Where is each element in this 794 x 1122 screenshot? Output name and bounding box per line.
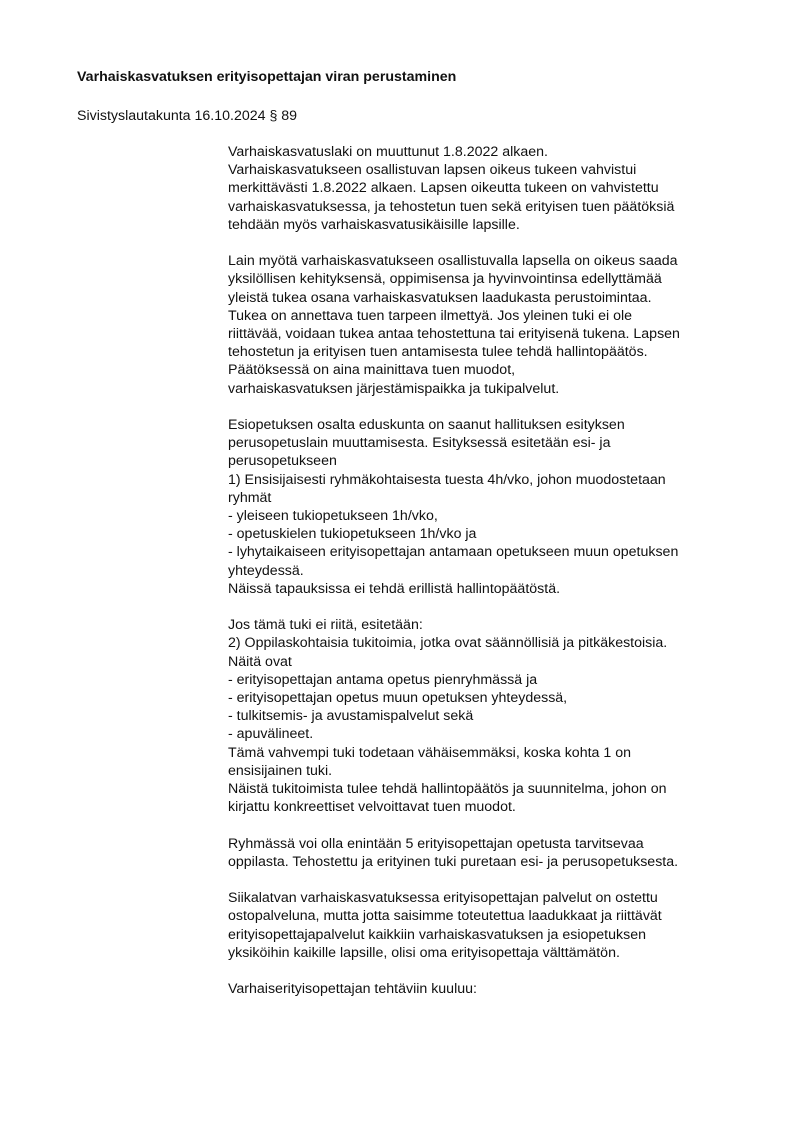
text-line: Näitä ovat <box>228 653 292 670</box>
text-line: Siikalatvan varhaiskasvatuksessa erityisopettajan palvelut on ostettu <box>228 890 658 907</box>
text-line: ensisijainen tuki. <box>228 762 333 779</box>
body-paragraph <box>228 252 748 398</box>
text-line: - yleiseen tukiopetukseen 1h/vko, <box>228 508 438 525</box>
text-line: kirjattu konkreettiset velvoittavat tuen muodot. <box>228 799 516 816</box>
body-paragraph <box>228 416 748 598</box>
text-line: Tukea on annettava tuen tarpeen ilmettyä. Jos yleinen tuki ei ole <box>228 307 633 324</box>
document-title: Varhaiskasvatuksen erityisopettajan viran perustaminen <box>77 69 457 85</box>
text-line: Näistä tukitoimista tulee tehdä hallintopäätös ja suunnitelma, johon on <box>228 781 667 798</box>
text-line: - lyhytaikaiseen erityisopettajan antamaan opetukseen muun opetuksen <box>228 544 679 561</box>
text-line: Päätöksessä on aina mainittava tuen muodot, <box>228 362 516 379</box>
text-line: riittävää, voidaan tukea antaa tehostettuna tai erityisenä tukena. Lapsen <box>228 326 680 343</box>
text-line: yksilöllisen kehityksensä, oppimisensa ja hyvinvointinsa edellyttämää <box>228 271 662 288</box>
body-paragraph <box>228 889 748 962</box>
body-paragraph <box>228 616 748 816</box>
body-paragraph <box>228 143 748 234</box>
text-line: yksiköihin kaikille lapsille, olisi oma erityisopettaja välttämätön. <box>228 944 620 961</box>
text-line: - tulkitsemis- ja avustamispalvelut sekä <box>228 708 474 725</box>
text-line: erityisopettajapalvelut kaikkiin varhaiskasvatuksen ja esiopetuksen <box>228 926 646 943</box>
text-line: Ryhmässä voi olla enintään 5 erityisopettajan opetusta tarvitsevaa <box>228 835 644 852</box>
text-line: - opetuskielen tukiopetukseen 1h/vko ja <box>228 526 477 543</box>
text-line: 2) Oppilaskohtaisia tukitoimia, jotka ovat säännöllisiä ja pitkäkestoisia. <box>228 635 668 652</box>
text-line: - erityisopettajan opetus muun opetuksen yhteydessä, <box>228 690 568 707</box>
text-line: - erityisopettajan antama opetus pienryhmässä ja <box>228 671 538 688</box>
text-line: varhaiskasvatuksessa, ja tehostetun tuen sekä erityisen tuen päätöksiä <box>228 198 675 215</box>
body-paragraph <box>228 835 748 871</box>
text-line: ostopalveluna, mutta jotta saisimme toteutettua laadukkaat ja riittävät <box>228 908 662 925</box>
text-line: tehdään myös varhaiskasvatusikäisille lapsille. <box>228 216 520 233</box>
text-line: varhaiskasvatuksen järjestämispaikka ja tukipalvelut. <box>228 380 560 397</box>
text-line: merkittävästi 1.8.2022 alkaen. Lapsen oikeutta tukeen on vahvistettu <box>228 180 659 197</box>
document-body <box>228 143 748 1017</box>
text-line: tehostetun ja erityisen tuen antamisesta tulee tehdä hallintopäätös. <box>228 344 648 361</box>
text-line: Näissä tapauksissa ei tehdä erillistä hallintopäätöstä. <box>228 580 561 597</box>
text-line: Tämä vahvempi tuki todetaan vähäisemmäksi, koska kohta 1 on <box>228 744 631 761</box>
text-line: ryhmät <box>228 489 272 506</box>
text-line: perusopetukseen <box>228 453 337 470</box>
text-line: Lain myötä varhaiskasvatukseen osallistuvalla lapsella on oikeus saada <box>228 253 678 270</box>
text-line: Varhaiskasvatukseen osallistuvan lapsen oikeus tukeen vahvistui <box>228 162 637 179</box>
body-paragraph <box>228 980 748 998</box>
text-line: Varhaiskasvatuslaki on muuttunut 1.8.2022 alkaen. <box>228 144 548 160</box>
text-line: oppilasta. Tehostettu ja erityinen tuki puretaan esi- ja perusopetuksesta. <box>228 853 679 870</box>
text-line: Esiopetuksen osalta eduskunta on saanut hallituksen esityksen <box>228 417 625 434</box>
text-line: perusopetuslain muuttamisesta. Esityksessä esitetään esi- ja <box>228 435 611 452</box>
meeting-reference: Sivistyslautakunta 16.10.2024 § 89 <box>77 108 298 124</box>
text-line: 1) Ensisijaisesti ryhmäkohtaisesta tuesta 4h/vko, johon muodostetaan <box>228 471 666 488</box>
text-line: Jos tämä tuki ei riitä, esitetään: <box>228 617 423 634</box>
text-line: yleistä tukea osana varhaiskasvatuksen laadukasta perustoimintaa. <box>228 289 652 306</box>
text-line: Varhaiserityisopettajan tehtäviin kuuluu: <box>228 981 477 998</box>
text-line: yhteydessä. <box>228 562 304 579</box>
text-line: - apuvälineet. <box>228 726 314 743</box>
